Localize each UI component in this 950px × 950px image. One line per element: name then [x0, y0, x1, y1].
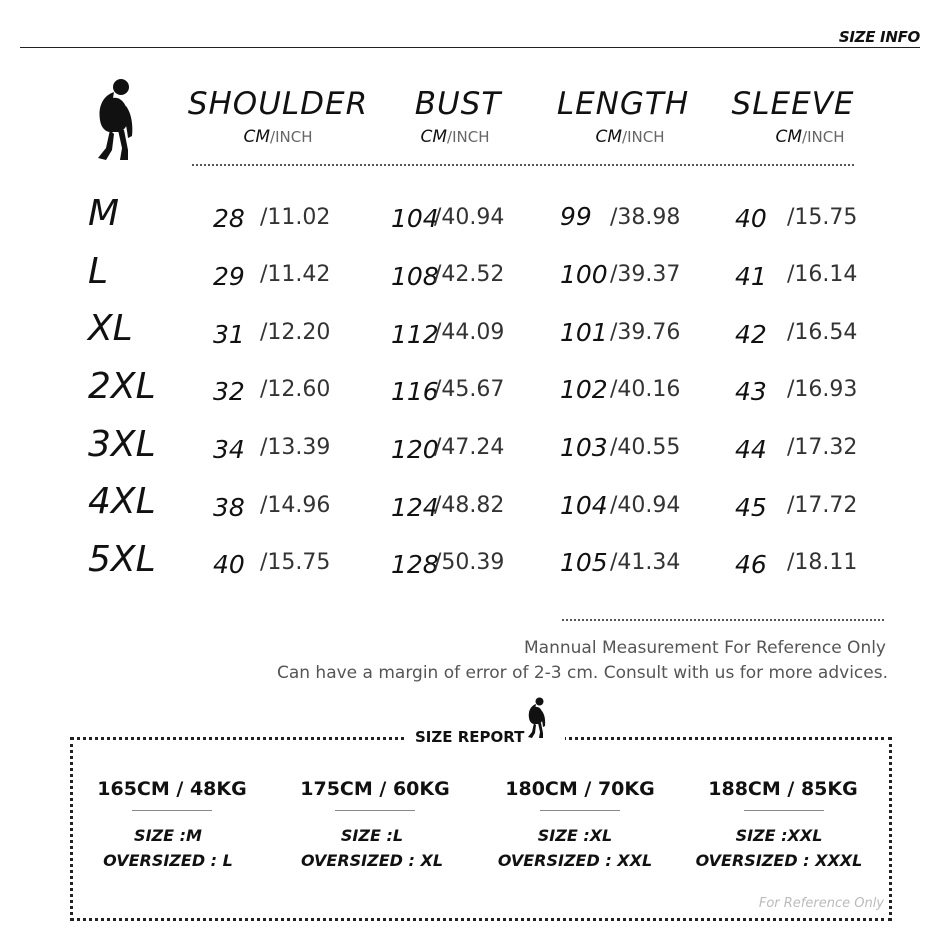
entry-divider	[540, 810, 620, 811]
length-cm: 100	[560, 260, 608, 289]
margin-note: Can have a margin of error of 2-3 cm. Consult with us for more advices.	[276, 663, 888, 683]
shoulder-inch: /12.20	[260, 320, 331, 345]
length-inch: /38.98	[610, 205, 681, 230]
sleeve-cm: 40	[735, 204, 767, 233]
unit-label-length	[550, 127, 710, 147]
oversized-size: OVERSIZED : XL	[300, 851, 444, 870]
shoulder-inch: /11.42	[260, 262, 331, 287]
length-inch: /39.37	[610, 262, 681, 287]
shoulder-cm: 28	[213, 204, 245, 233]
column-header-length: LENGTH	[556, 86, 690, 122]
size-report-heading	[405, 720, 565, 756]
sleeve-cm: 46	[735, 550, 767, 579]
unit-sep: /	[802, 128, 808, 146]
length-inch: /40.94	[610, 493, 681, 518]
recommended-size: SIZE :L	[340, 826, 404, 845]
shoulder-inch: /12.60	[260, 377, 331, 402]
length-inch: /40.55	[610, 435, 681, 460]
unit-sep: /	[622, 128, 628, 146]
unit-cm: CM	[775, 127, 803, 147]
sleeve-cm: 44	[735, 435, 767, 464]
header-dotted-divider	[192, 164, 854, 166]
length-inch: /41.34	[610, 550, 681, 575]
size-info-title: SIZE INFO	[838, 28, 920, 46]
unit-label-shoulder	[198, 127, 358, 147]
bust-inch: /40.94	[434, 205, 505, 230]
entry-divider	[744, 810, 824, 811]
size-label: XL	[88, 308, 133, 349]
length-cm: 103	[560, 433, 608, 462]
bust-cm: 116	[391, 377, 439, 406]
sleeve-cm: 42	[735, 320, 767, 349]
bust-inch: /42.52	[434, 262, 505, 287]
bust-cm: 128	[391, 550, 439, 579]
oversized-size: OVERSIZED : L	[103, 851, 233, 870]
length-cm: 101	[560, 318, 608, 347]
measurement-note: Mannual Measurement For Reference Only	[524, 638, 886, 658]
bust-cm: 124	[391, 493, 439, 522]
unit-inch: INCH	[627, 128, 665, 146]
shoulder-inch: /14.96	[260, 493, 331, 518]
size-label: M	[88, 193, 120, 234]
shoulder-cm: 38	[213, 493, 245, 522]
reference-footnote: For Reference Only	[758, 896, 884, 911]
header-divider	[20, 47, 920, 48]
unit-sep: /	[447, 128, 453, 146]
bust-inch: /45.67	[434, 377, 505, 402]
sleeve-inch: /16.54	[787, 320, 858, 345]
unit-inch: INCH	[452, 128, 490, 146]
column-header-bust: BUST	[414, 86, 502, 122]
recommended-size: SIZE :M	[134, 826, 202, 845]
length-inch: /39.76	[610, 320, 681, 345]
entry-divider	[335, 810, 415, 811]
bust-cm: 104	[391, 204, 439, 233]
size-report-title: SIZE REPORT	[415, 728, 525, 746]
sleeve-inch: /16.14	[787, 262, 858, 287]
unit-sep: /	[270, 128, 276, 146]
sleeve-cm: 45	[735, 493, 767, 522]
sleeve-inch: /17.32	[787, 435, 858, 460]
unit-inch: INCH	[275, 128, 313, 146]
unit-inch: INCH	[807, 128, 845, 146]
body-measurement: 165CM / 48KG	[97, 778, 247, 800]
oversized-size: OVERSIZED : XXXL	[695, 851, 863, 870]
oversized-size: OVERSIZED : XXL	[497, 851, 653, 870]
length-cm: 104	[560, 491, 608, 520]
unit-cm: CM	[243, 127, 271, 147]
unit-label-sleeve	[730, 127, 890, 147]
ape-silhouette-icon	[92, 78, 140, 162]
shoulder-inch: /13.39	[260, 435, 331, 460]
shoulder-inch: /15.75	[260, 550, 331, 575]
sleeve-inch: /15.75	[787, 205, 858, 230]
bust-cm: 108	[391, 262, 439, 291]
column-header-sleeve: SLEEVE	[731, 86, 855, 122]
length-inch: /40.16	[610, 377, 681, 402]
entry-divider	[132, 810, 212, 811]
sleeve-cm: 41	[735, 262, 767, 291]
shoulder-cm: 31	[213, 320, 245, 349]
body-measurement: 180CM / 70KG	[505, 778, 655, 800]
bust-cm: 120	[391, 435, 439, 464]
length-cm: 99	[560, 202, 592, 231]
unit-label-bust	[375, 127, 535, 147]
length-cm: 105	[560, 548, 608, 577]
shoulder-cm: 40	[213, 550, 245, 579]
shoulder-inch: /11.02	[260, 205, 331, 230]
bust-cm: 112	[391, 320, 439, 349]
length-cm: 102	[560, 375, 608, 404]
bust-inch: /50.39	[434, 550, 505, 575]
shoulder-cm: 32	[213, 377, 245, 406]
unit-cm: CM	[595, 127, 623, 147]
size-label: 3XL	[88, 424, 156, 465]
sleeve-inch: /17.72	[787, 493, 858, 518]
shoulder-cm: 29	[213, 262, 245, 291]
size-label: 5XL	[88, 539, 156, 580]
bust-inch: /47.24	[434, 435, 505, 460]
recommended-size: SIZE :XL	[537, 826, 613, 845]
sleeve-inch: /18.11	[787, 550, 858, 575]
column-header-shoulder: SHOULDER	[187, 86, 369, 122]
size-label: 2XL	[88, 366, 156, 407]
recommended-size: SIZE :XXL	[735, 826, 823, 845]
ape-silhouette-icon	[525, 696, 549, 740]
size-label: L	[88, 251, 109, 292]
size-label: 4XL	[88, 481, 156, 522]
shoulder-cm: 34	[213, 435, 245, 464]
sleeve-inch: /16.93	[787, 377, 858, 402]
bust-inch: /48.82	[434, 493, 505, 518]
unit-cm: CM	[420, 127, 448, 147]
bust-inch: /44.09	[434, 320, 505, 345]
body-measurement: 175CM / 60KG	[300, 778, 450, 800]
body-measurement: 188CM / 85KG	[708, 778, 858, 800]
notes-dotted-divider	[562, 619, 884, 621]
sleeve-cm: 43	[735, 377, 767, 406]
